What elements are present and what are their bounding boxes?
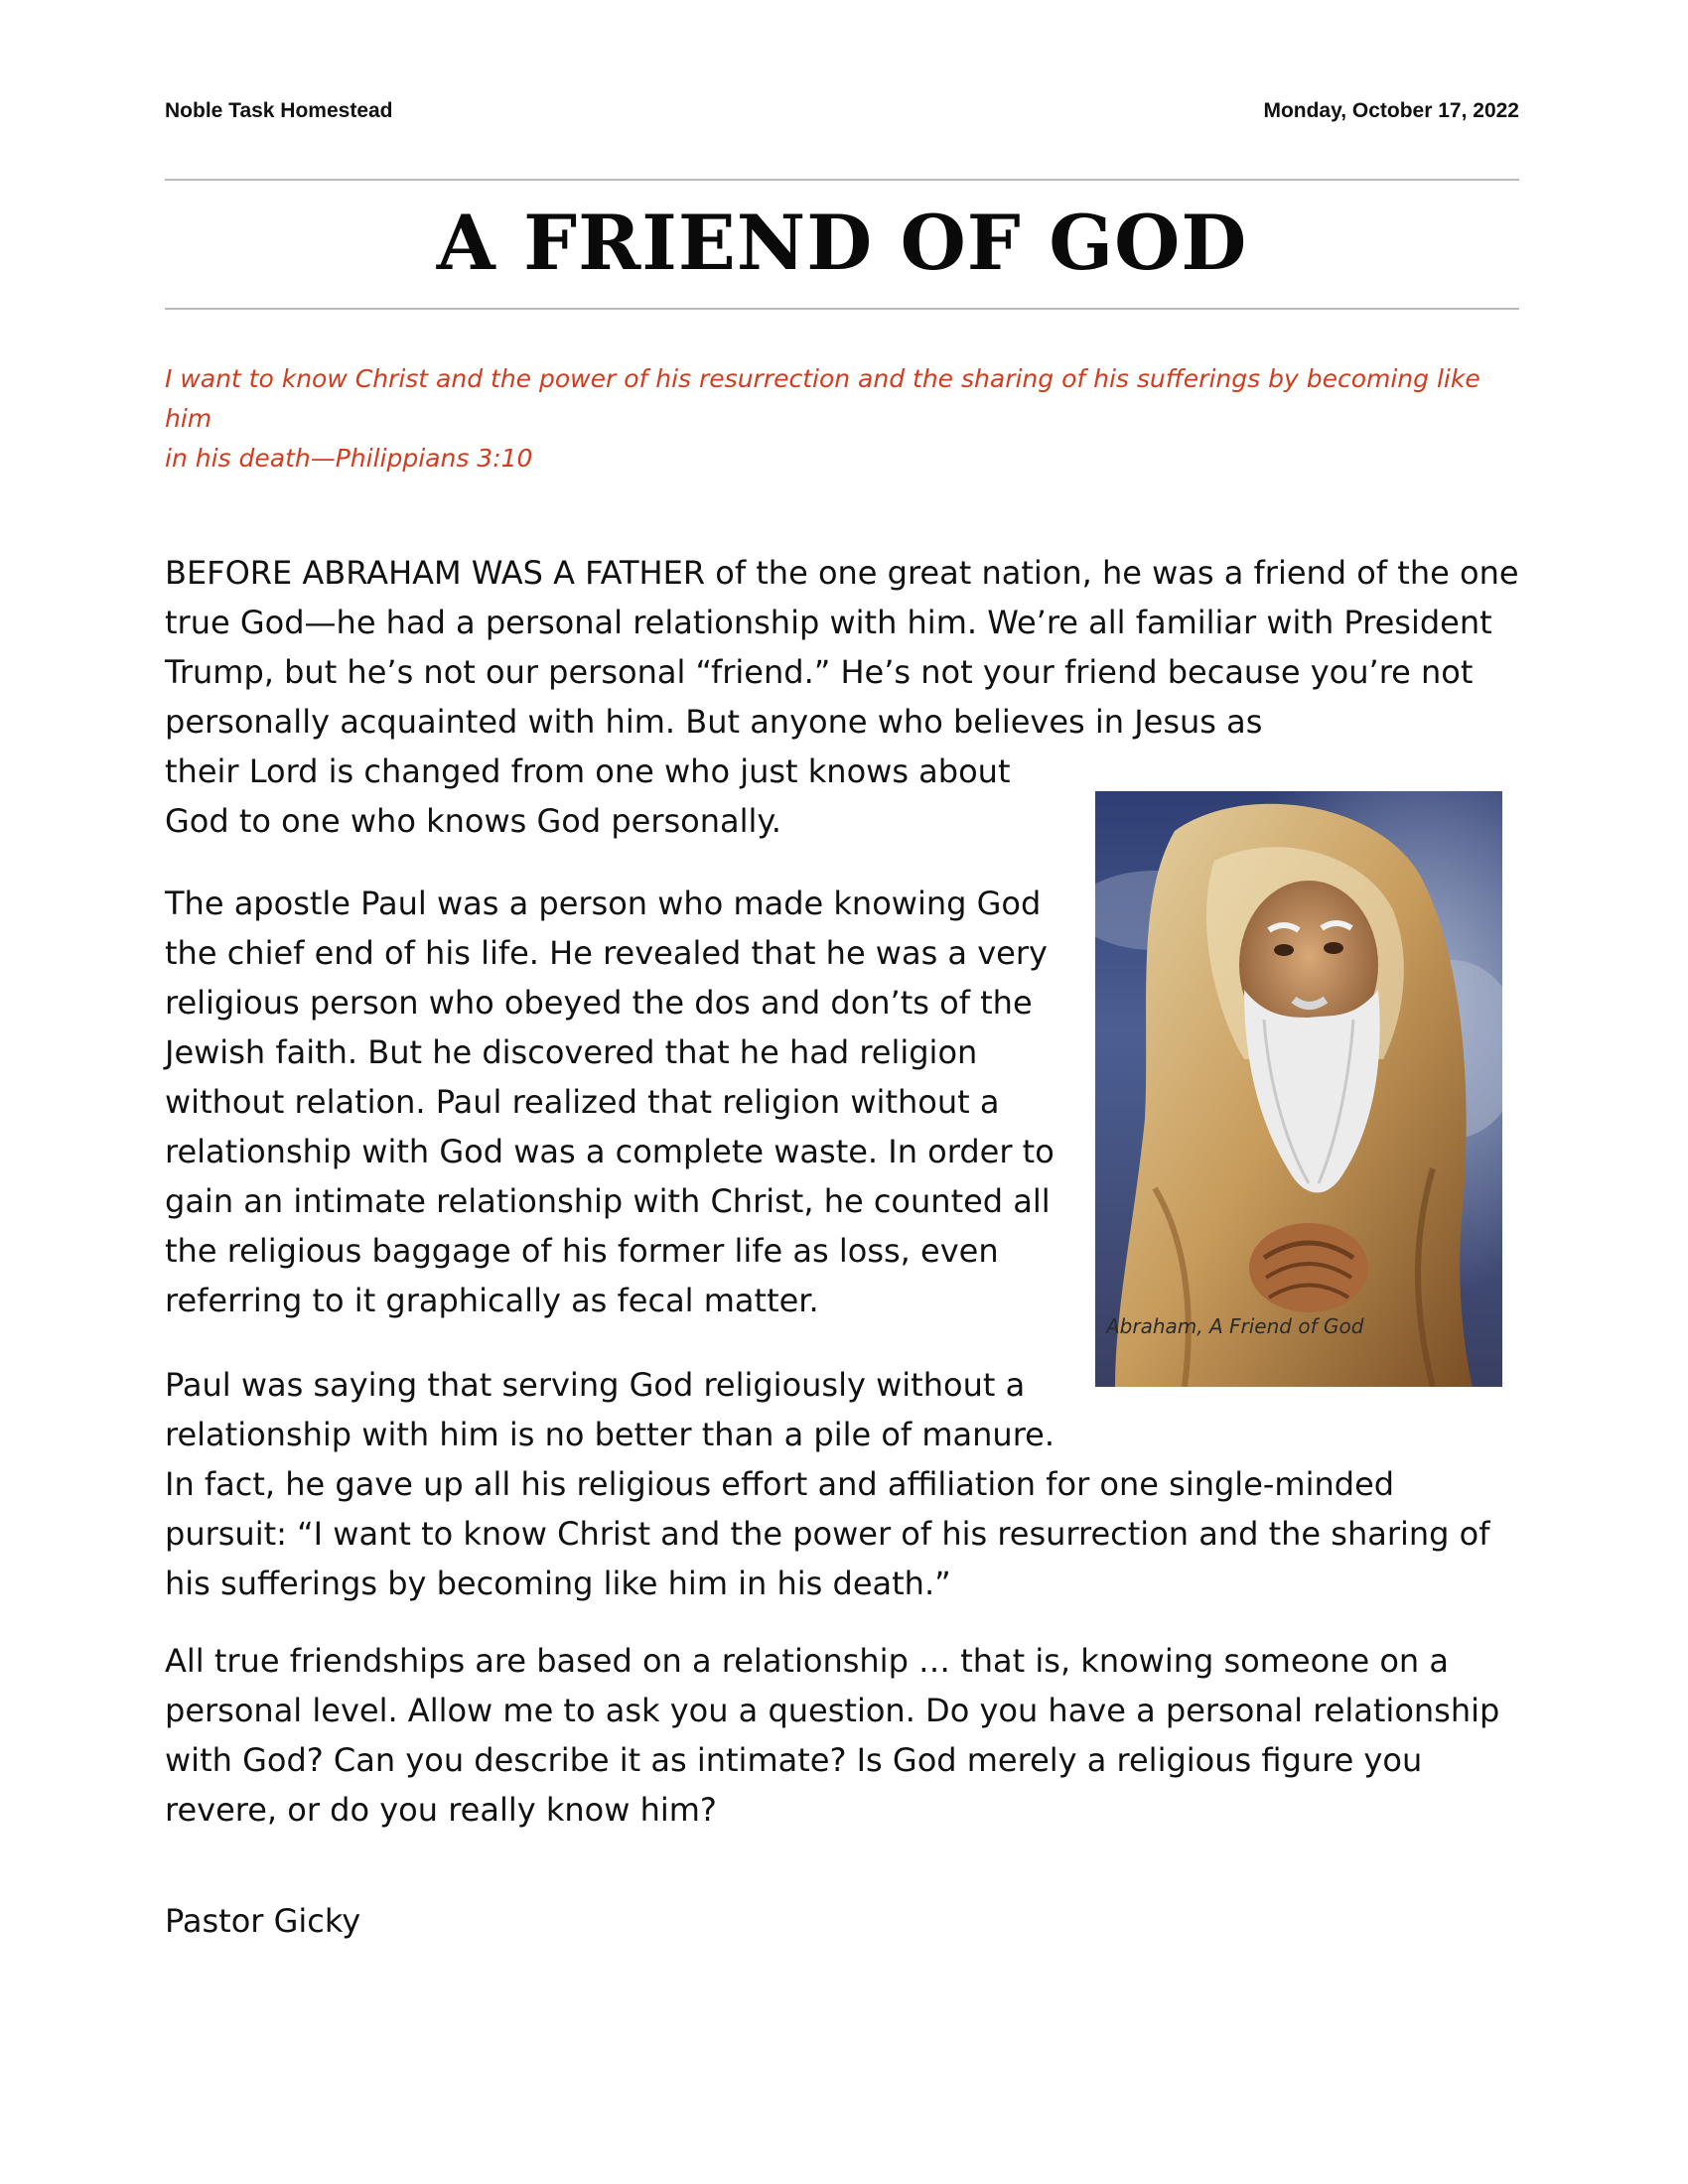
paragraph-1-tail: their Lord is changed from one who just knows about God to one who knows God personally.: [165, 752, 1011, 840]
page-title: A FRIEND OF GOD: [436, 199, 1248, 287]
figure-caption: Abraham, A Friend of God: [1106, 1314, 1364, 1338]
paragraph-1-lead: BEFORE ABRAHAM WAS A FATHER of the one great nation, he was a friend of the one true God—he had a personal relationship with him. We’re all familiar with President Trump, but he’s not our personal “friend.” He’s not your friend because you’re not personally acquainted with him. But anyone who believes in Jesus as: [165, 554, 1519, 741]
abraham-painting: [1095, 791, 1502, 1387]
signoff: Pastor Gicky: [165, 1902, 361, 1940]
epigraph-line-1: I want to know Christ and the power of his resurrection and the sharing of his sufferings by becoming like him: [165, 364, 1480, 433]
paragraph-2: The apostle Paul was a person who made knowing God the chief end of his life. He revealed that he was a very religious person who obeyed the dos and don’ts of the Jewish faith. But he discovered that he had religion without relation. Paul realized that religion without a relationship with God was a complete waste. In order to gain an intimate relationship with Christ, he counted all the religious baggage of his former life as loss, even referring to it graphically as fecal matter.: [165, 885, 1055, 1319]
epigraph-line-2: in his death—Philippians 3:10: [165, 444, 533, 473]
abraham-painting-image: [1095, 791, 1502, 1387]
paragraph-4: All true friendships are based on a relationship … that is, knowing someone on a personal level. Allow me to ask you a question. Do you have a personal relationship with God? Can you describe it as intimate? Is God merely a religious figure you revere, or do you really know him?: [165, 1642, 1500, 1829]
publication-name: Noble Task Homestead: [165, 99, 393, 122]
title-rule-top: [165, 179, 1519, 181]
epigraph: [165, 359, 1519, 478]
paragraph-3-tail: In fact, he gave up all his religious effort and affiliation for one single-minded pursuit: “I want to know Christ and the power of his resurrection and the sharing of his sufferings by becoming like him in his death.”: [165, 1465, 1490, 1602]
publication-date: Monday, October 17, 2022: [1263, 99, 1519, 122]
paragraph-3-lead: Paul was saying that serving God religiously without a relationship with him is no better than a pile of manure.: [165, 1366, 1055, 1453]
title-rule-bottom: [165, 308, 1519, 310]
